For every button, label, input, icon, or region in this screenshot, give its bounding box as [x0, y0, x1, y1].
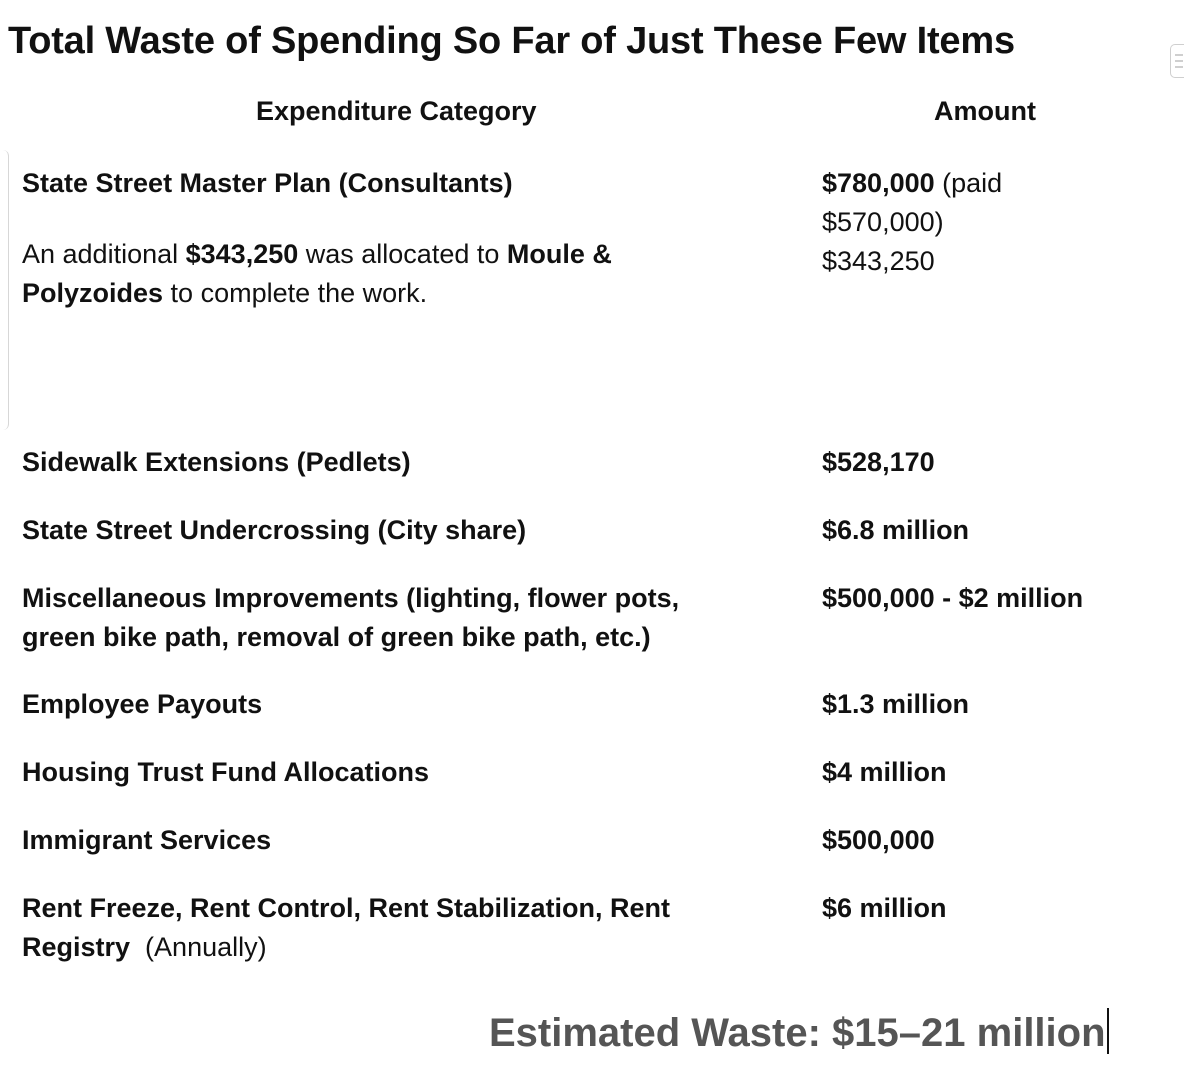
resize-handle-icon[interactable]: [1170, 44, 1184, 78]
row-category-misc: [22, 579, 792, 657]
note-firm-2: Polyzoides: [22, 278, 164, 308]
row-edge-marker: [0, 150, 9, 430]
misc-line1: Miscellaneous Improvements (lighting, flower pots,: [22, 583, 680, 613]
row-category-sidewalk: Sidewalk Extensions (Pedlets): [22, 447, 411, 477]
note-firm-1: Moule &: [506, 239, 612, 269]
note-suffix: to complete the work.: [163, 278, 428, 308]
amount-rest: (paid: [934, 168, 1003, 198]
row-amount-sidewalk: $528,170: [822, 447, 935, 477]
summary-label: Estimated Waste:: [489, 1011, 833, 1055]
row-category-immigrant: Immigrant Services: [22, 825, 272, 855]
row-category-undercrossing: State Street Undercrossing (City share): [22, 515, 527, 545]
row-category-payouts: Employee Payouts: [22, 689, 263, 719]
row-amount-misc: $500,000 - $2 million: [822, 583, 1084, 613]
note-prefix: An additional: [22, 239, 186, 269]
row-amount-immigrant: $500,000: [822, 825, 935, 855]
amount-line3: $343,250: [822, 246, 935, 276]
rent-line1: Rent Freeze, Rent Control, Rent Stabilization, Rent: [22, 893, 671, 923]
row-amount-master-plan: [822, 164, 1152, 281]
column-header-amount: Amount: [934, 96, 1036, 126]
row-amount-housing: $4 million: [822, 757, 947, 787]
misc-line2: green bike path, removal of green bike path, etc.): [22, 622, 651, 652]
row-amount-undercrossing: $6.8 million: [822, 515, 970, 545]
row-category-housing: Housing Trust Fund Allocations: [22, 757, 429, 787]
master-plan-note: [22, 235, 782, 313]
page-title: Total Waste of Spending So Far of Just These Few Items: [8, 20, 1015, 62]
summary-value: $15–21 million: [832, 1011, 1106, 1055]
row-amount-payouts: $1.3 million: [822, 689, 970, 719]
note-amount: $343,250: [185, 239, 299, 269]
note-middle: was allocated to: [298, 239, 507, 269]
amount-bold: $780,000: [822, 168, 935, 198]
text-cursor: [1107, 1008, 1109, 1054]
amount-line2: $570,000): [822, 207, 944, 237]
rent-line2-bold: Registry: [22, 932, 131, 962]
row-category-master-plan: State Street Master Plan (Consultants): [22, 168, 513, 198]
column-header-category: Expenditure Category: [256, 96, 537, 126]
rent-line2-rest: (Annually): [130, 932, 267, 962]
row-amount-rent: $6 million: [822, 893, 947, 923]
row-category-rent: [22, 889, 792, 967]
estimated-waste-summary[interactable]: [489, 1008, 1109, 1056]
